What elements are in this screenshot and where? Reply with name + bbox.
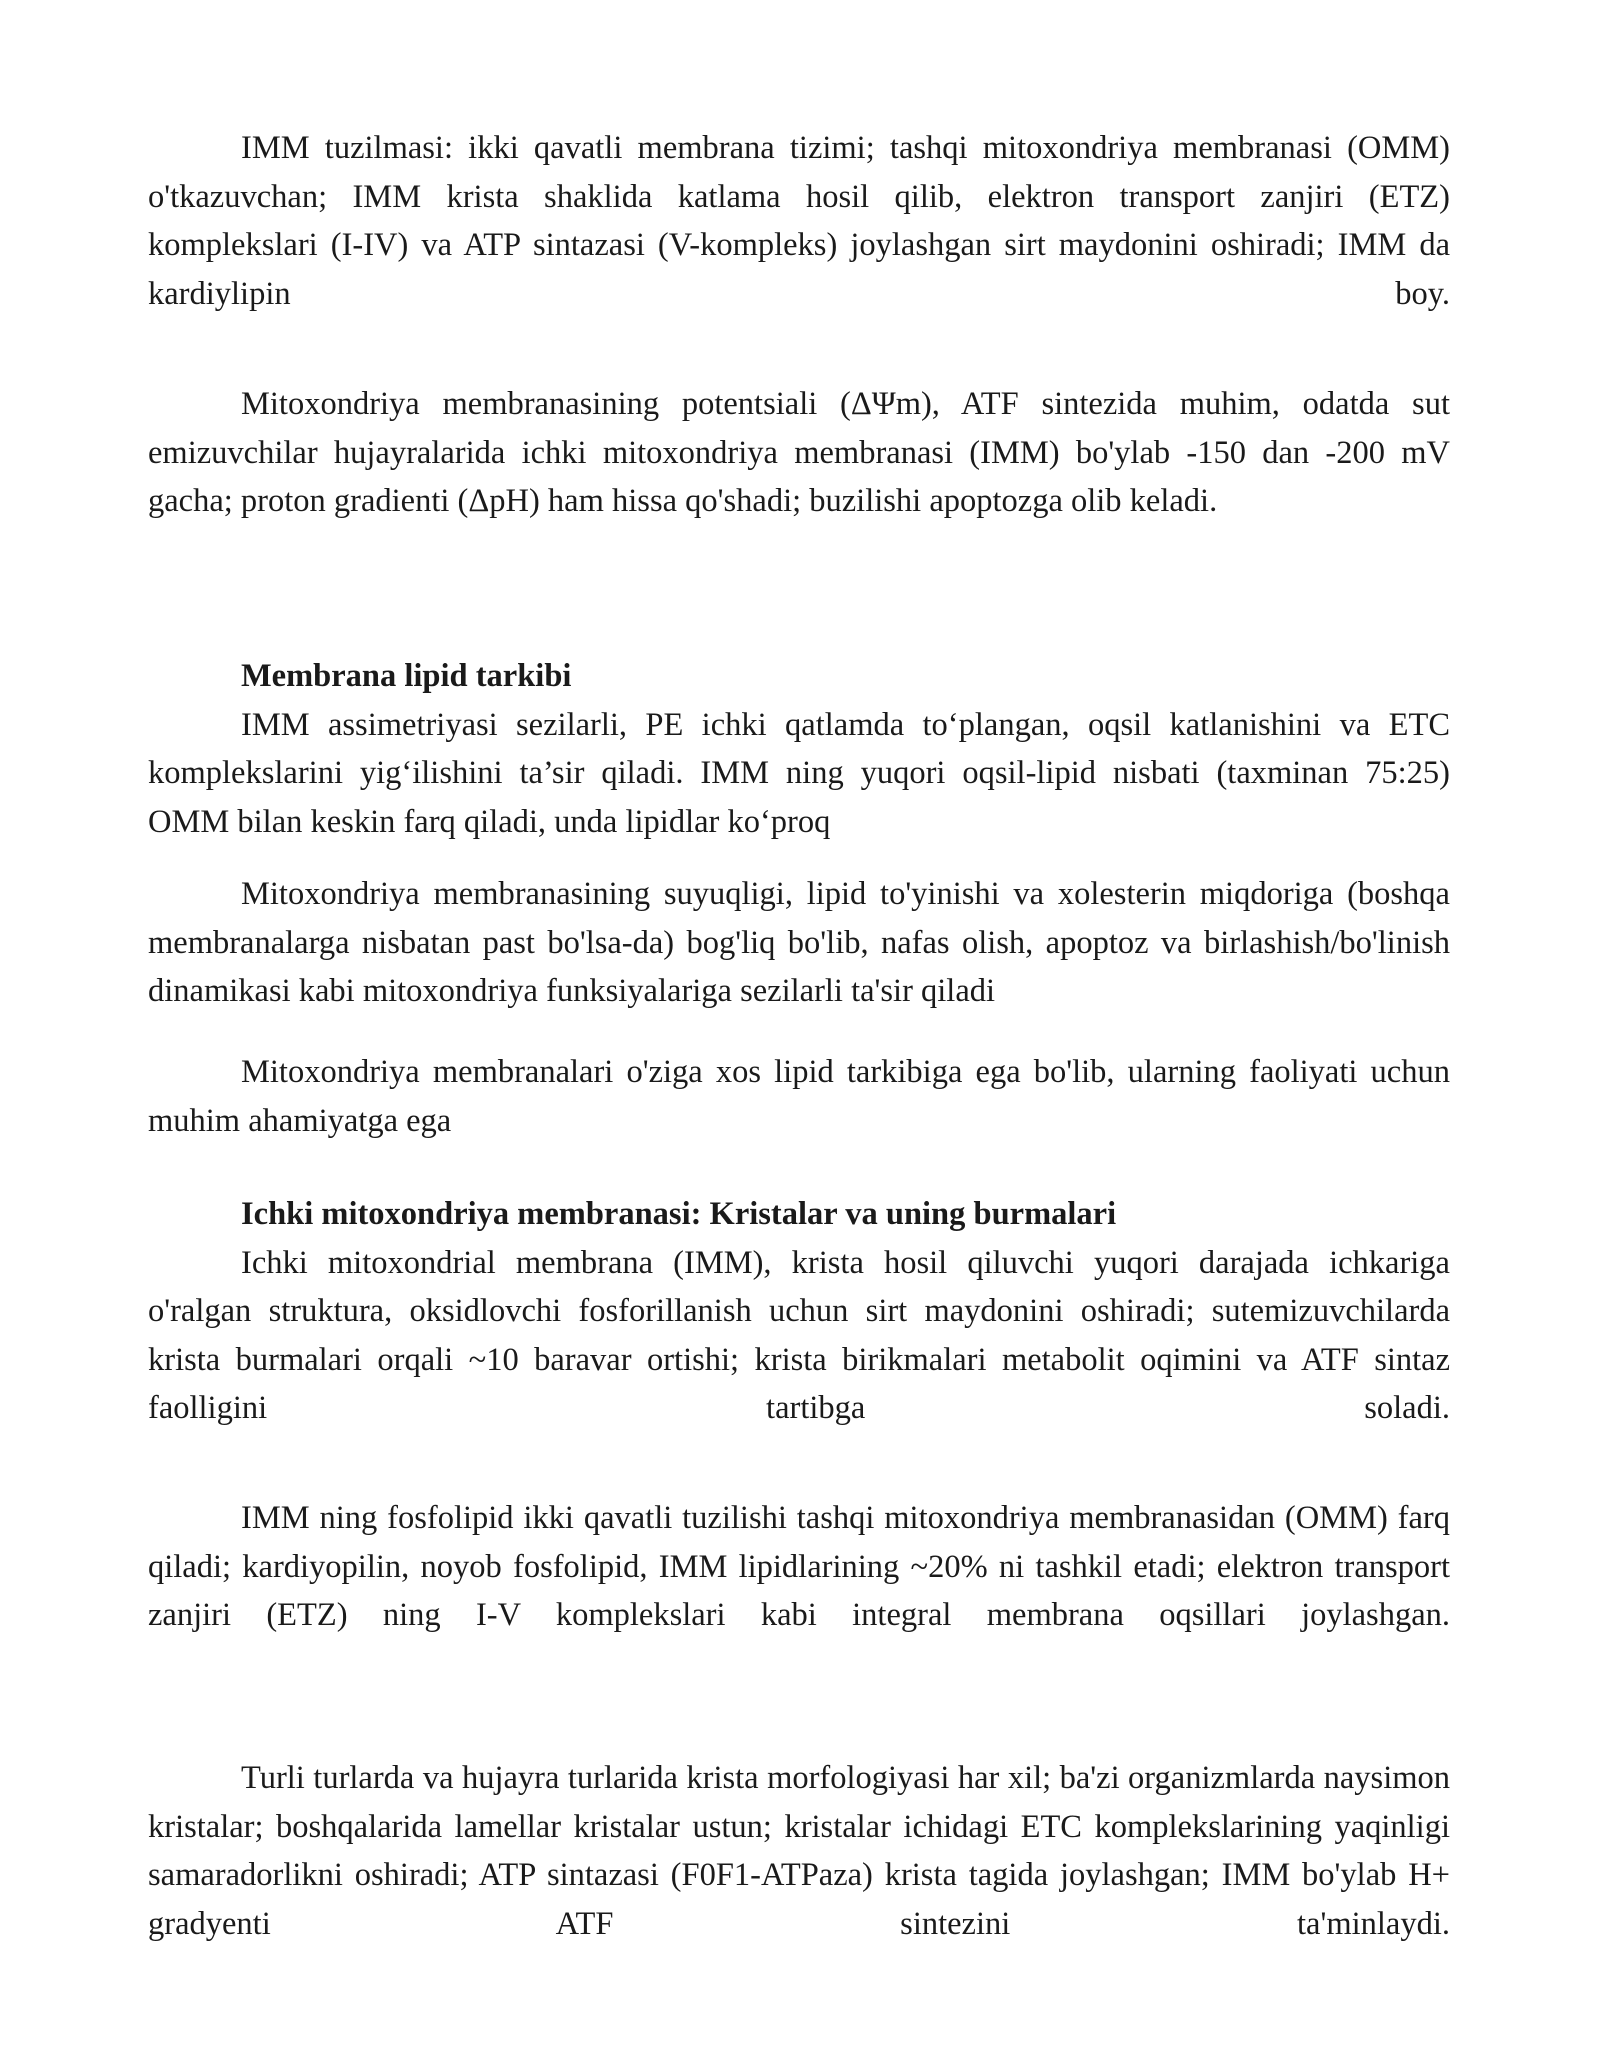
paragraph-cristae-morphology xyxy=(148,1754,1450,1948)
paragraph-text: IMM ning fosfolipid ikki qavatli tuzilishi tashqi mitoxondriya membranasidan (OMM) farq qiladi; kardiyopilin, noyob fosfolipid, IMM lipidlarining ~20% ni tashkil etadi; elektron transport zanjiri (ETZ) ning I-V komplekslari kabi integral membrana oqsillari joylashgan. xyxy=(148,1500,1450,1633)
paragraph-text: IMM tuzilmasi: ikki qavatli membrana tizimi; tashqi mitoxondriya membranasi (OMM) o'tkazuvchan; IMM krista shaklida katlama hosil qilib, elektron transport zanjiri (ETZ) komplekslari (I-IV) va ATP sintazasi (V-kompleks) joylashgan sirt maydonini oshiradi; IMM da kardiylipin boy. xyxy=(148,130,1450,312)
paragraph-text: Turli turlarda va hujayra turlarida krista morfologiyasi har xil; ba'zi organizmlarda naysimon kristalar; boshqalarida lamellar kristalar ustun; kristalar ichidagi ETC komplekslarining yaqinligi samaradorlikni oshiradi; ATP sintazasi (F0F1-ATPaza) krista tagida joylashgan; IMM bo'ylab H+ gradyenti ATF sintezini ta'minlaydi. xyxy=(148,1760,1450,1942)
paragraph-membrane-potential xyxy=(148,380,1450,526)
paragraph-text: IMM assimetriyasi sezilarli, PE ichki qatlamda to‘plangan, oqsil katlanishini va ETC komplekslarini yig‘ilishini ta’sir qiladi. IMM ning yuqori oqsil-lipid nisbati (taxminan 75:25) OMM bilan keskin farq qiladi, unda lipidlar ko‘proq xyxy=(148,706,1450,840)
paragraph-text: Mitoxondriya membranasining suyuqligi, lipid to'yinishi va xolesterin miqdoriga (boshqa membranalarga nisbatan past bo'lsa-da) bog'liq bo'lib, nafas olish, apoptoz va birlashish/bo'linish dinamikasi kabi mitoxondriya funksiyalariga sezilarli ta'sir qiladi xyxy=(148,876,1450,1009)
paragraph-lipid-specificity xyxy=(148,1048,1450,1145)
section-heading: Membrana lipid tarkibi xyxy=(241,658,572,694)
section-heading: Ichki mitoxondriya membranasi: Kristalar va uning burmalari xyxy=(241,1196,1117,1232)
paragraph-phospholipid-bilayer xyxy=(148,1494,1450,1640)
paragraph-text: Mitoxondriya membranalari o'ziga xos lipid tarkibiga ega bo'lib, ularning faoliyati uchun muhim ahamiyatga ega xyxy=(148,1054,1450,1139)
section-lipid-composition xyxy=(148,652,1450,846)
section-cristae xyxy=(148,1190,1450,1433)
paragraph-imm-structure xyxy=(148,124,1450,318)
paragraph-text: Mitoxondriya membranasining potentsiali (ΔΨm), ATF sintezida muhim, odatda sut emizuvchilar hujayralarida ichki mitoxondriya membranasi (IMM) bo'ylab -150 dan -200 mV gacha; proton gradienti (ΔpH) ham hissa qo'shadi; buzilishi apoptozga olib keladi. xyxy=(148,386,1450,519)
paragraph-membrane-fluidity xyxy=(148,870,1450,1016)
paragraph-text: Ichki mitoxondrial membrana (IMM), krista hosil qiluvchi yuqori darajada ichkariga o'ralgan struktura, oksidlovchi fosforillanish uchun sirt maydonini oshiradi; sutemizuvchilarda krista burmalari orqali ~10 baravar ortishi; krista birikmalari metabolit oqimini va ATF sintaz faolligini tartibga soladi. xyxy=(148,1244,1450,1426)
